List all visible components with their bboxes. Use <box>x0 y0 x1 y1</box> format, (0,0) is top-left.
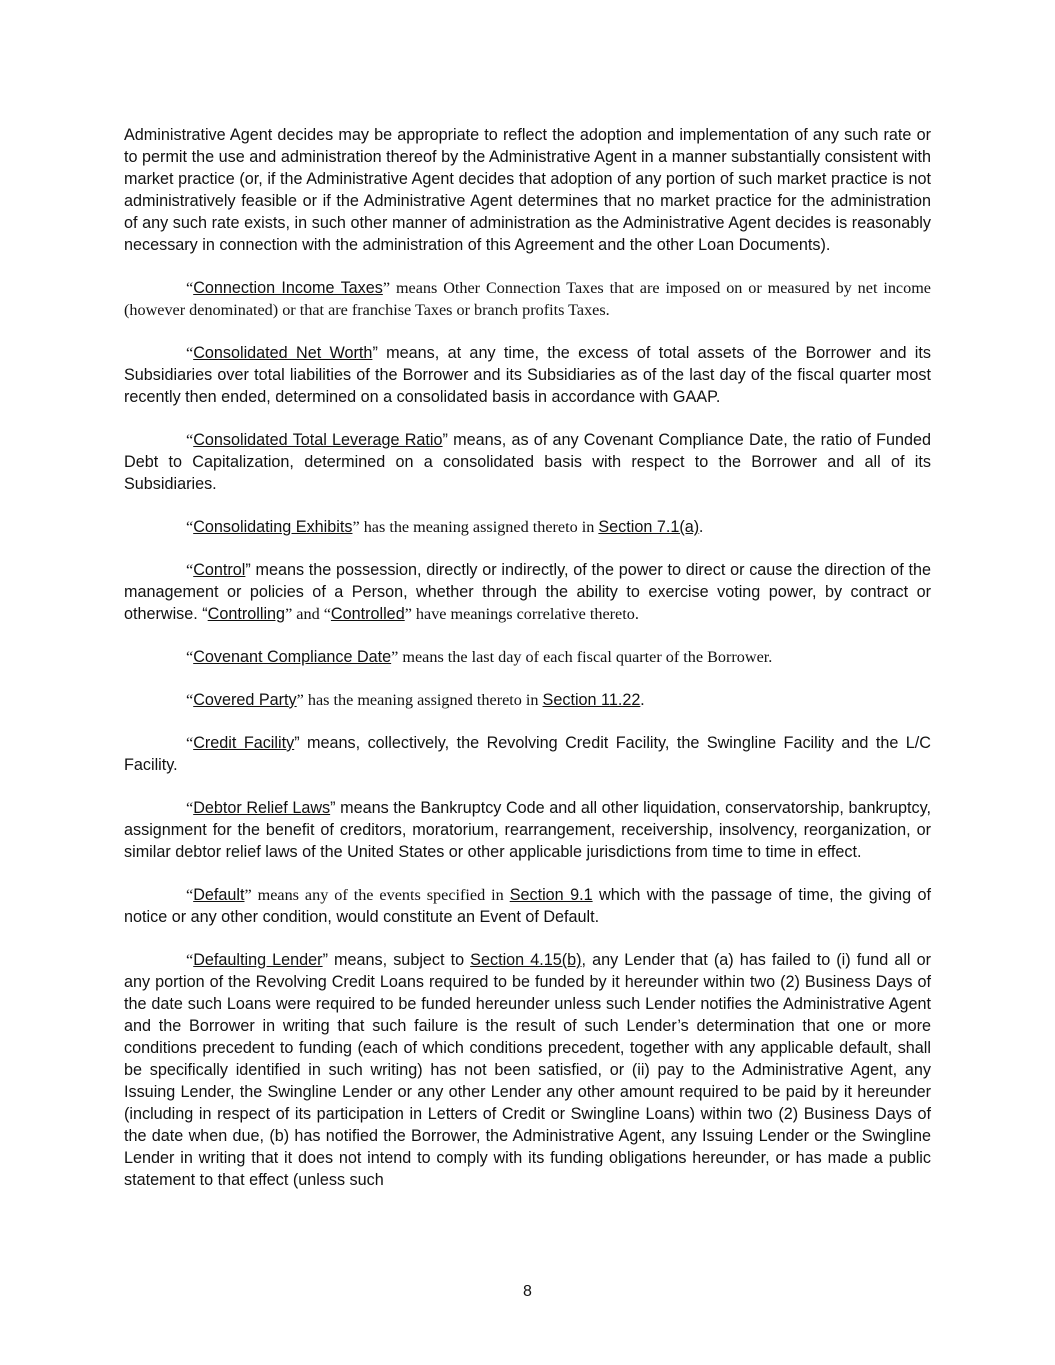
definition-text: ” means, as of any Covenant Compliance Date, the ratio of Funded Debt to Capitalization, determined on a consolidated basis with respect to the Borrower and all of its Subsidiaries. <box>124 431 931 493</box>
definition-paragraph-administrative-agent-continuation <box>124 124 931 256</box>
definition-text-and: ” and “ <box>285 605 331 623</box>
defined-term: Consolidated Total Leverage Ratio <box>193 431 443 449</box>
definition-text: ” means the last day of each fiscal quarter of the Borrower. <box>391 648 773 666</box>
section-reference: Section 11.22 <box>542 691 641 709</box>
definition-debtor-relief-laws <box>124 797 931 863</box>
open-quote: “ <box>186 561 194 579</box>
definition-text-end: . <box>699 518 704 536</box>
definition-text: ” means, at any time, the excess of total assets of the Borrower and its Subsidiaries over total liabilities of the Borrower and its Subsidiaries as of the last day of the fiscal quarter most recently then ended, determined on a consolidated basis in accordance with GAAP. <box>124 344 931 406</box>
open-quote: “ <box>186 691 194 709</box>
definition-text-end: which with the passage of time, the giving of notice or any other condition, would constitute an Event of Default. <box>124 886 932 926</box>
page-number: 8 <box>523 1283 532 1300</box>
definition-covered-party <box>124 689 931 711</box>
definition-consolidated-net-worth <box>124 342 931 408</box>
definition-connection-income-taxes <box>124 277 931 321</box>
defined-term: Default <box>193 886 245 904</box>
definition-defaulting-lender <box>124 949 931 1191</box>
open-quote: “ <box>186 799 194 817</box>
definition-credit-facility <box>124 732 931 776</box>
defined-term-controlling: Controlling <box>207 605 286 623</box>
section-reference: Section 9.1 <box>509 886 593 904</box>
definition-text-end: ” have meanings correlative thereto. <box>404 605 639 623</box>
definition-consolidated-total-leverage-ratio <box>124 429 931 495</box>
defined-term: Consolidating Exhibits <box>193 518 353 536</box>
section-reference: Section 4.15(b) <box>470 951 582 969</box>
paragraph-text: Administrative Agent decides may be appropriate to reflect the adoption and implementation of any such rate or to permit the use and administration thereof by the Administrative Agent in a manner substantially consistent with market practice (or, if the Administrative Agent decides that adoption of any portion of such market practice is not administratively feasible or if the Administrative Agent determines that no market practice for the administration of any such rate exists, in such other manner of administration as the Administrative Agent decides is reasonably necessary in connection with the administration of this Agreement and the other Loan Documents). <box>124 126 931 254</box>
defined-term-controlled: Controlled <box>330 605 405 623</box>
defined-term: Covenant Compliance Date <box>193 648 392 666</box>
definition-text: ” means Other Connection Taxes that are imposed on or measured by net income (however denominated) or that are franchise Taxes or branch profits Taxes. <box>124 279 931 319</box>
definition-text: ” means the possession, directly or indirectly, of the power to direct or cause the direction of the management or policies of a Person, whether through the ability to exercise voting power, by contract or otherwise. “ <box>124 561 931 623</box>
defined-term: Defaulting Lender <box>193 951 323 969</box>
open-quote: “ <box>186 951 194 969</box>
defined-term: Debtor Relief Laws <box>193 799 331 817</box>
defined-term: Consolidated Net Worth <box>193 344 373 362</box>
open-quote: “ <box>186 431 194 449</box>
open-quote: “ <box>186 344 194 362</box>
defined-term: Credit Facility <box>193 734 295 752</box>
open-quote: “ <box>186 648 194 666</box>
definition-text: ” means, subject to <box>322 951 471 969</box>
definition-consolidating-exhibits <box>124 516 931 538</box>
defined-term: Connection Income Taxes <box>193 279 383 297</box>
document-page <box>124 124 931 1212</box>
definition-text: ” has the meaning assigned thereto in <box>352 518 599 536</box>
definition-text-end: , any Lender that (a) has failed to (i) fund all or any portion of the Revolving Credit Loans required to be funded by it hereunder within two (2) Business Days of the date such Loans were required to be funded hereunder unless such Lender notifies the Administrative Agent and the Borrower in writing that such failure is the result of such Lender’s determination that one or more conditions precedent to funding (each of which conditions precedent, together with any applicable default, shall be specifically identified in such writing) has not been satisfied, or (ii) pay to the Administrative Agent, any Issuing Lender, the Swingline Lender or any other Lender any other amount required to be paid by it hereunder (including in respect of its participation in Letters of Credit or Swingline Loans) within two (2) Business Days of the date when due, (b) has notified the Borrower, the Administrative Agent, any Issuing Lender or the Swingline Lender in writing that it does not intend to comply with its funding obligations hereunder, or has made a public statement to that effect (unless such <box>124 951 932 1189</box>
definition-text: ” has the meaning assigned thereto in <box>296 691 543 709</box>
definition-text: ” means, collectively, the Revolving Credit Facility, the Swingline Facility and the L/C Facility. <box>124 734 931 774</box>
definition-text-end: . <box>640 691 645 709</box>
section-reference: Section 7.1(a) <box>598 518 700 536</box>
open-quote: “ <box>186 886 194 904</box>
definition-covenant-compliance-date <box>124 646 931 668</box>
defined-term: Covered Party <box>193 691 297 709</box>
definition-text: ” means the Bankruptcy Code and all other liquidation, conservatorship, bankruptcy, assignment for the benefit of creditors, moratorium, rearrangement, receivership, insolvency, reorganization, or similar debtor relief laws of the United States or other applicable jurisdictions from time to time in effect. <box>124 799 931 861</box>
open-quote: “ <box>186 734 194 752</box>
defined-term: Control <box>193 561 246 579</box>
definition-default <box>124 884 931 928</box>
open-quote: “ <box>186 518 194 536</box>
open-quote: “ <box>186 279 194 297</box>
definition-control <box>124 559 931 625</box>
definition-text: ” means any of the events specified in <box>244 886 510 904</box>
